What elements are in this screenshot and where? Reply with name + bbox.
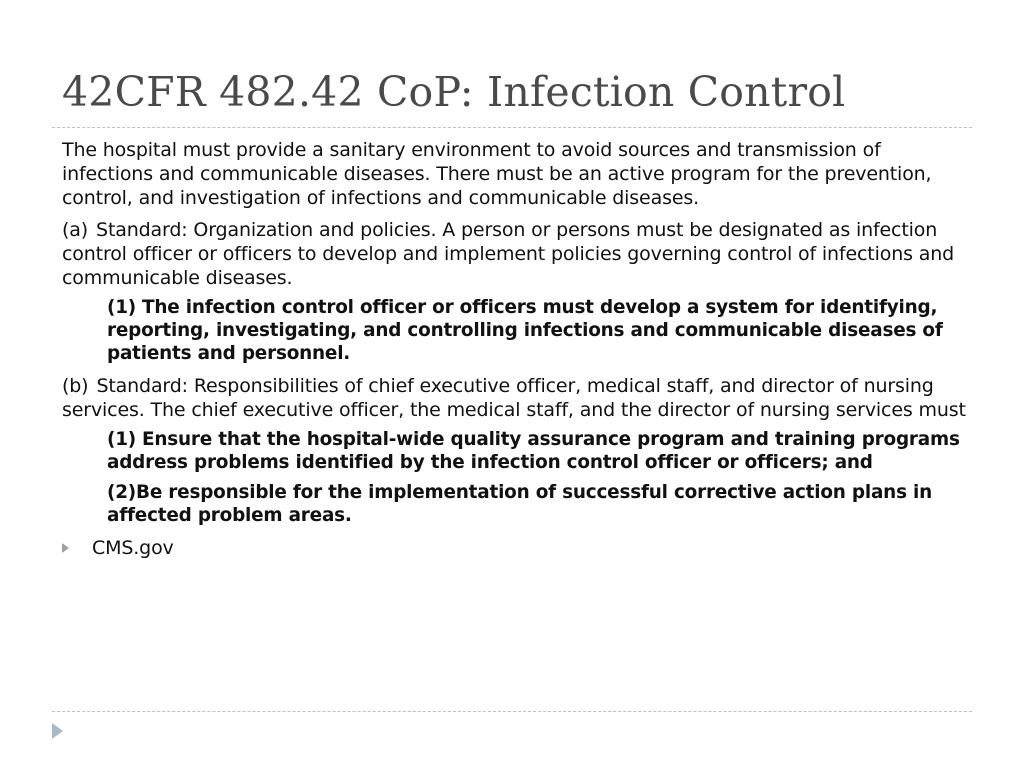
title-divider <box>52 127 972 128</box>
standard-a-paragraph <box>62 218 974 290</box>
standard-a-item-1-text: The infection control officer or officers must develop a system for identifying, reporting, investigating, and controlling infections and communicable diseases of patients and personnel. <box>107 297 943 364</box>
slide-title: 42CFR 482.42 CoP: Infection Control <box>62 68 846 116</box>
intro-paragraph: The hospital must provide a sanitary environment to avoid sources and transmission of infections and communicable diseases. There must be an active program for the prevention, control, and investigation of infections and communicable diseases. <box>62 139 932 209</box>
standard-a-text: Standard: Organization and policies. A person or persons must be designated as infection control officer or officers to develop and implement policies governing control of infections and communicable diseases. <box>62 219 955 289</box>
next-slide-arrow-icon[interactable] <box>52 723 63 739</box>
standard-a-item-1 <box>107 296 974 365</box>
standard-b-item-1-text: Ensure that the hospital-wide quality assurance program and training programs address problems identified by the infection control officer or officers; and <box>107 429 960 473</box>
standard-b-item-1-label: (1) <box>107 429 137 450</box>
standard-b-item-2 <box>107 481 974 527</box>
source-text: CMS.gov <box>92 537 174 559</box>
footer-divider <box>52 711 972 712</box>
standard-b-item-2-text: (2)Be responsible for the implementation of successful corrective action plans in affected problem areas. <box>107 482 933 526</box>
standard-b-paragraph <box>62 374 974 422</box>
standard-a-label: (a) <box>62 219 89 241</box>
slide-body <box>62 138 974 560</box>
standard-a-item-1-label: (1) <box>107 297 137 318</box>
standard-b-item-1 <box>107 428 974 474</box>
source-bullet <box>62 536 974 560</box>
bullet-arrow-icon <box>62 543 69 553</box>
standard-b-text: Standard: Responsibilities of chief executive officer, medical staff, and director of nursing services. The chief executive officer, the medical staff, and the director of nursing services must <box>62 375 966 421</box>
standard-b-label: (b) <box>62 375 89 397</box>
